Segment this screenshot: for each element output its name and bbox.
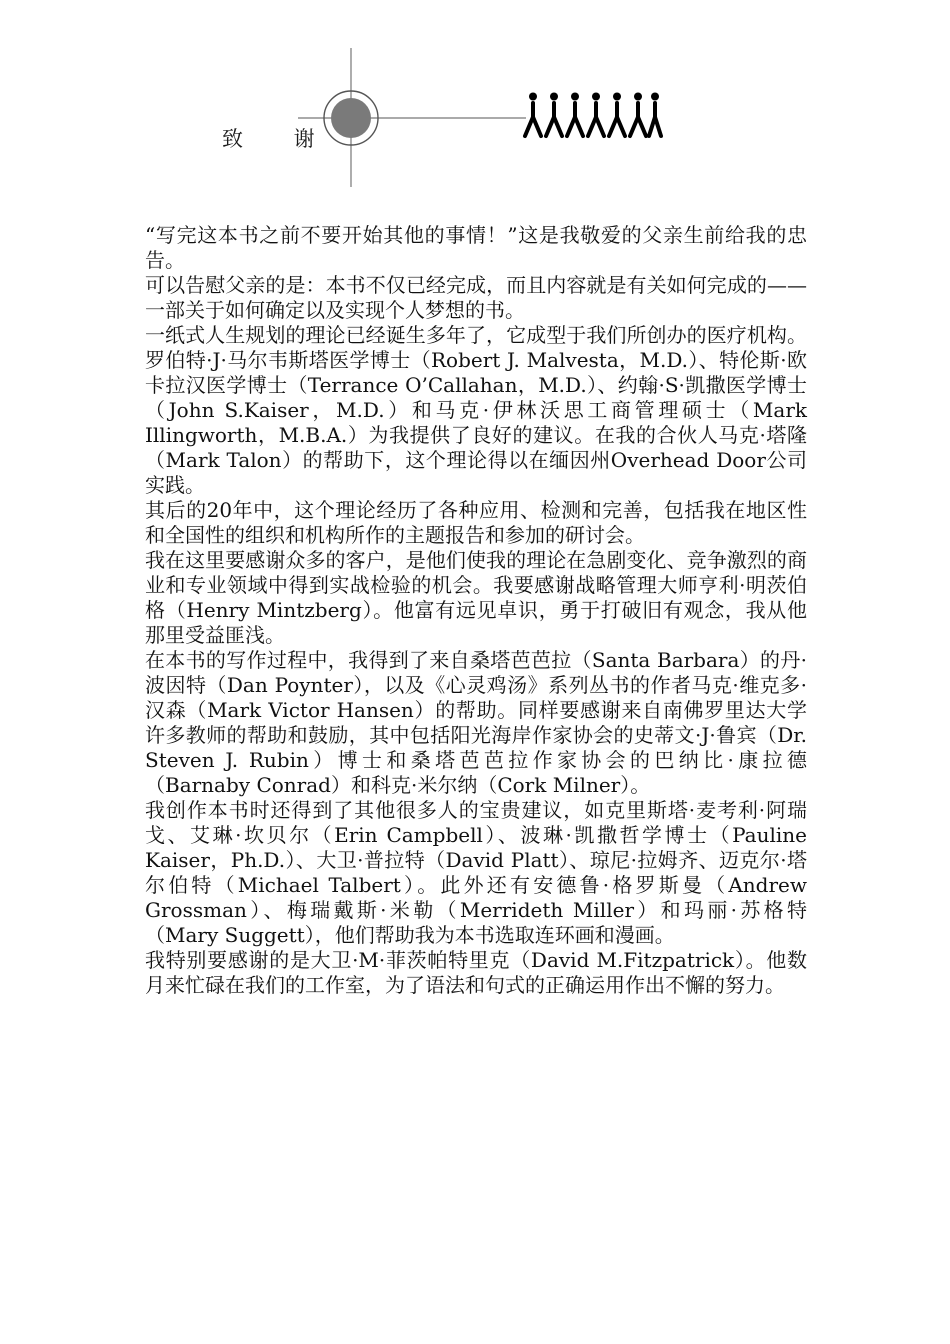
paragraph: “写完这本书之前不要开始其他的事情！”这是我敬爱的父亲生前给我的忠告。 [145,223,807,272]
paragraph: 我在这里要感谢众多的客户，是他们使我的理论在急剧变化、竞争激烈的商业和专业领域中得到实战检验的机会。我要感谢战略管理大师亨利·明茨伯格（Henry Mintzberg）。他富有远见卓识，勇于打破旧有观念，我从他那里受益匪浅。 [145,548,807,647]
walking-people-icon [522,92,664,140]
paragraph: 可以告慰父亲的是：本书不仅已经完成，而且内容就是有关如何完成的——一部关于如何确定以及实现个人梦想的书。 [145,273,807,322]
crosshair-ornament [0,0,950,200]
page-title: 致 谢 [222,127,337,151]
paragraph: 其后的20年中，这个理论经历了各种应用、检测和完善，包括我在地区性和全国性的组织和机构所作的主题报告和参加的研讨会。 [145,498,807,547]
paragraph: 我创作本书时还得到了其他很多人的宝贵建议，如克里斯塔·麦考利·阿瑞戈、艾琳·坎贝尔（Erin Campbell）、波琳·凯撒哲学博士（Pauline Kaiser，Ph.D.）、大卫·普拉特（David Platt）、琼尼·拉姆齐、迈克尔·塔尔伯特（Michael Talbert）。此外还有安德鲁·格罗斯曼（Andrew Grossman）、梅瑞戴斯·米勒（Merrideth Miller）和玛丽·苏格特（Mary Suggett），他们帮助我为本书选取连环画和漫画。 [145,798,807,947]
paragraph: 我特别要感谢的是大卫·M·菲茨帕特里克（David M.Fitzpatrick）。他数月来忙碌在我们的工作室，为了语法和句式的正确运用作出不懈的努力。 [145,948,807,997]
chapter-header [0,0,950,200]
paragraph: 一纸式人生规划的理论已经诞生多年了，它成型于我们所创办的医疗机构。罗伯特·J·马尔韦斯塔医学博士（Robert J. Malvesta，M.D.）、特伦斯·欧卡拉汉医学博士（Terrance O’Callahan，M.D.）、约翰·S·凯撒医学博士（John S.Kaiser，M.D.）和马克·伊林沃思工商管理硕士（Mark Illingworth，M.B.A.）为我提供了良好的建议。在我的合伙人马克·塔隆（Mark Talon）的帮助下，这个理论得以在缅因州Overhead Door公司实践。 [145,323,807,497]
acknowledgement-body [145,223,807,998]
paragraph: 在本书的写作过程中，我得到了来自桑塔芭芭拉（Santa Barbara）的丹·波因特（Dan Poynter），以及《心灵鸡汤》系列丛书的作者马克·维克多·汉森（Mark Victor Hansen）的帮助。同样要感谢来自南佛罗里达大学许多教师的帮助和鼓励，其中包括阳光海岸作家协会的史蒂文·J·鲁宾（Dr. Steven J. Rubin）博士和桑塔芭芭拉作家协会的巴纳比·康拉德（Barnaby Conrad）和科克·米尔纳（Cork Milner）。 [145,648,807,797]
